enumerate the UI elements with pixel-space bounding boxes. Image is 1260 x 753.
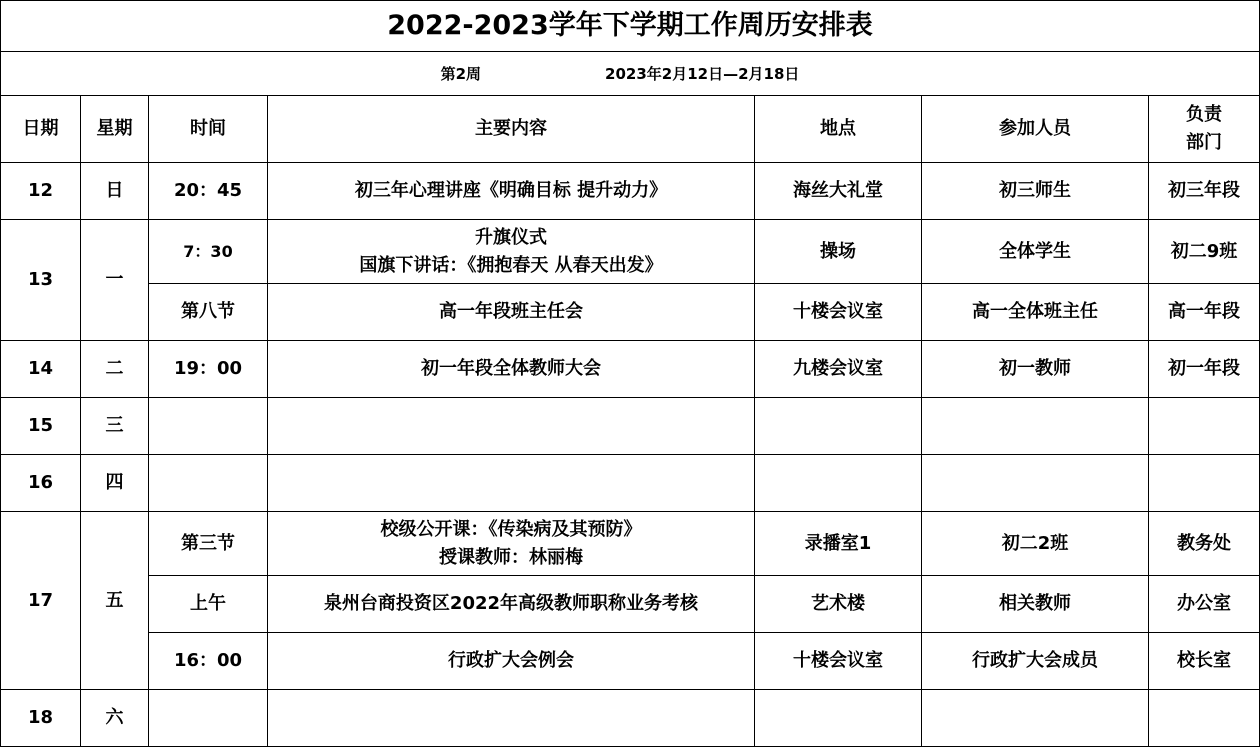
schedule-row — [1, 576, 1260, 633]
cell-participants: 行政扩大会成员 — [922, 633, 1149, 690]
content-line: 高一年段班主任会 — [439, 301, 583, 322]
cell-time: 16：00 — [149, 633, 268, 690]
cell-participants — [922, 690, 1149, 747]
cell-content — [268, 576, 755, 633]
schedule-row — [1, 455, 1260, 512]
cell-participants: 相关教师 — [922, 576, 1149, 633]
cell-participants: 初二2班 — [922, 512, 1149, 576]
cell-location: 海丝大礼堂 — [755, 163, 922, 220]
cell-department — [1149, 398, 1260, 455]
cell-location — [755, 690, 922, 747]
cell-date: 15 — [1, 398, 81, 455]
cell-location: 十楼会议室 — [755, 284, 922, 341]
cell-location: 艺术楼 — [755, 576, 922, 633]
cell-participants: 初一教师 — [922, 341, 1149, 398]
content-line: 初一年段全体教师大会 — [421, 358, 601, 379]
content-line: 泉州台商投资区2022年高级教师职称业务考核 — [323, 593, 699, 614]
cell-time: 上午 — [149, 576, 268, 633]
cell-content — [268, 341, 755, 398]
header-department — [1149, 96, 1260, 163]
schedule-row — [1, 220, 1260, 284]
cell-department: 初三年段 — [1149, 163, 1260, 220]
cell-weekday: 二 — [81, 341, 149, 398]
cell-date: 14 — [1, 341, 81, 398]
cell-participants: 初三师生 — [922, 163, 1149, 220]
cell-content — [268, 220, 755, 284]
cell-location — [755, 398, 922, 455]
cell-date: 16 — [1, 455, 81, 512]
cell-location: 录播室1 — [755, 512, 922, 576]
header-department-line1: 负责 — [1186, 104, 1222, 125]
cell-department — [1149, 690, 1260, 747]
content-line: 校级公开课：《传染病及其预防》 — [380, 518, 642, 540]
schedule-row — [1, 690, 1260, 747]
content-line: 行政扩大会例会 — [448, 650, 574, 671]
cell-weekday: 日 — [81, 163, 149, 220]
date-range: 2023年2月12日—2月18日 — [605, 64, 800, 83]
cell-content — [268, 284, 755, 341]
cell-location — [755, 455, 922, 512]
cell-time: 第八节 — [149, 284, 268, 341]
cell-department: 初二9班 — [1149, 220, 1260, 284]
cell-content — [268, 455, 755, 512]
cell-department: 初一年段 — [1149, 341, 1260, 398]
content-line: 升旗仪式 — [475, 226, 547, 248]
cell-department — [1149, 455, 1260, 512]
cell-department: 教务处 — [1149, 512, 1260, 576]
cell-time — [149, 455, 268, 512]
page-title: 2022-2023学年下学期工作周历安排表 — [1, 1, 1260, 52]
cell-weekday: 四 — [81, 455, 149, 512]
content-line: 初三年心理讲座《明确目标 提升动力》 — [354, 180, 668, 201]
cell-content — [268, 163, 755, 220]
cell-date: 17 — [1, 512, 81, 690]
cell-time — [149, 690, 268, 747]
cell-location: 九楼会议室 — [755, 341, 922, 398]
content-line: 授课教师：林丽梅 — [439, 546, 583, 568]
week-info-row — [1, 52, 1260, 96]
schedule-body — [1, 163, 1260, 747]
header-weekday: 星期 — [81, 96, 149, 163]
schedule-row — [1, 163, 1260, 220]
cell-weekday: 一 — [81, 220, 149, 341]
cell-time: 20：45 — [149, 163, 268, 220]
header-participants: 参加人员 — [922, 96, 1149, 163]
cell-department: 高一年段 — [1149, 284, 1260, 341]
cell-time: 19：00 — [149, 341, 268, 398]
cell-participants — [922, 455, 1149, 512]
header-location: 地点 — [755, 96, 922, 163]
cell-content — [268, 690, 755, 747]
schedule-row — [1, 398, 1260, 455]
cell-location: 十楼会议室 — [755, 633, 922, 690]
content-line: 国旗下讲话：《拥抱春天 从春天出发》 — [359, 254, 663, 276]
cell-weekday: 五 — [81, 512, 149, 690]
schedule-row — [1, 341, 1260, 398]
cell-date: 18 — [1, 690, 81, 747]
cell-time: 7：30 — [149, 220, 268, 284]
cell-participants: 高一全体班主任 — [922, 284, 1149, 341]
header-date: 日期 — [1, 96, 81, 163]
cell-date: 13 — [1, 220, 81, 341]
header-content: 主要内容 — [268, 96, 755, 163]
schedule-row — [1, 512, 1260, 576]
schedule-row — [1, 284, 1260, 341]
schedule-row — [1, 633, 1260, 690]
cell-content — [268, 512, 755, 576]
cell-department: 校长室 — [1149, 633, 1260, 690]
cell-participants — [922, 398, 1149, 455]
header-department-line2: 部门 — [1186, 132, 1222, 153]
cell-participants: 全体学生 — [922, 220, 1149, 284]
week-label: 第2周 — [440, 64, 482, 83]
cell-date: 12 — [1, 163, 81, 220]
cell-location: 操场 — [755, 220, 922, 284]
cell-weekday: 六 — [81, 690, 149, 747]
cell-time — [149, 398, 268, 455]
cell-content — [268, 633, 755, 690]
cell-time: 第三节 — [149, 512, 268, 576]
header-time: 时间 — [149, 96, 268, 163]
cell-content — [268, 398, 755, 455]
cell-department: 办公室 — [1149, 576, 1260, 633]
cell-weekday: 三 — [81, 398, 149, 455]
